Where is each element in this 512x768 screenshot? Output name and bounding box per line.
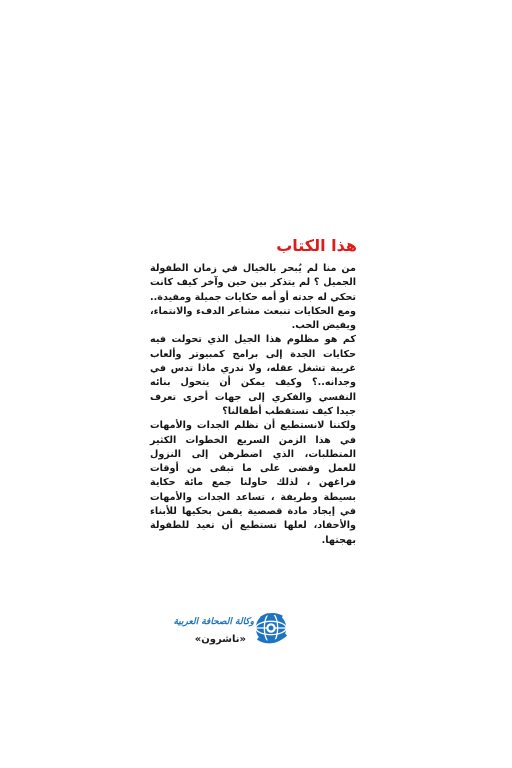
publisher-agency-name: وكالة الصحافة العربية xyxy=(173,617,254,627)
blurb-paragraph-3: ولكننا لانستطيع أن نظلم الجدات والأمهات في هذا الزمن السريع الخطوات الكثير المتطلبات، الذي اضطرهن إلى النزول للعمل وقضى على ما تبقى من أوقات فراغهن ، لذلك حاولنا جمع مائة حكاية بسيطة وطريفة ، تساعد الجدات والأمهات في إيجاد مادة قصصية يقمن بحكيها للأبناء والأحفاد، لعلها تستطيع أن تعيد للطفولة بهجتها. xyxy=(150,420,356,546)
blurb-paragraph-2: كم هو مظلوم هذا الجيل الذي تحولت فيه حكايات الجدة إلى برامج كمبيوتر وألعاب غريبة تشغل عقله، ولا ندري ماذا تدس في وجدانه..؟ وكيف يمكن أن يتحول بنائه النفسي والفكري إلى جهات أخرى تعرف جيدا كيف تستقطب أطفالنا؟ xyxy=(150,334,356,417)
publisher-imprint: «ناشرون» xyxy=(194,634,246,645)
globe-emblem-icon xyxy=(252,609,290,647)
publisher-logo xyxy=(160,607,290,657)
blurb-paragraph-1: من منا لم يُبحر بالخيال في زمان الطفولة الجميل ؟ لم يتذكر بين حين وآخر كيف كانت تحكي له جدته أو أمه حكايات جميلة ومفيدة.. ومع الحكايات تنبعث مشاعر الدفء والانتماء، ويفيض الحب. xyxy=(150,263,356,332)
blurb-text xyxy=(150,262,356,548)
section-title: هذا الكتاب xyxy=(276,236,357,255)
